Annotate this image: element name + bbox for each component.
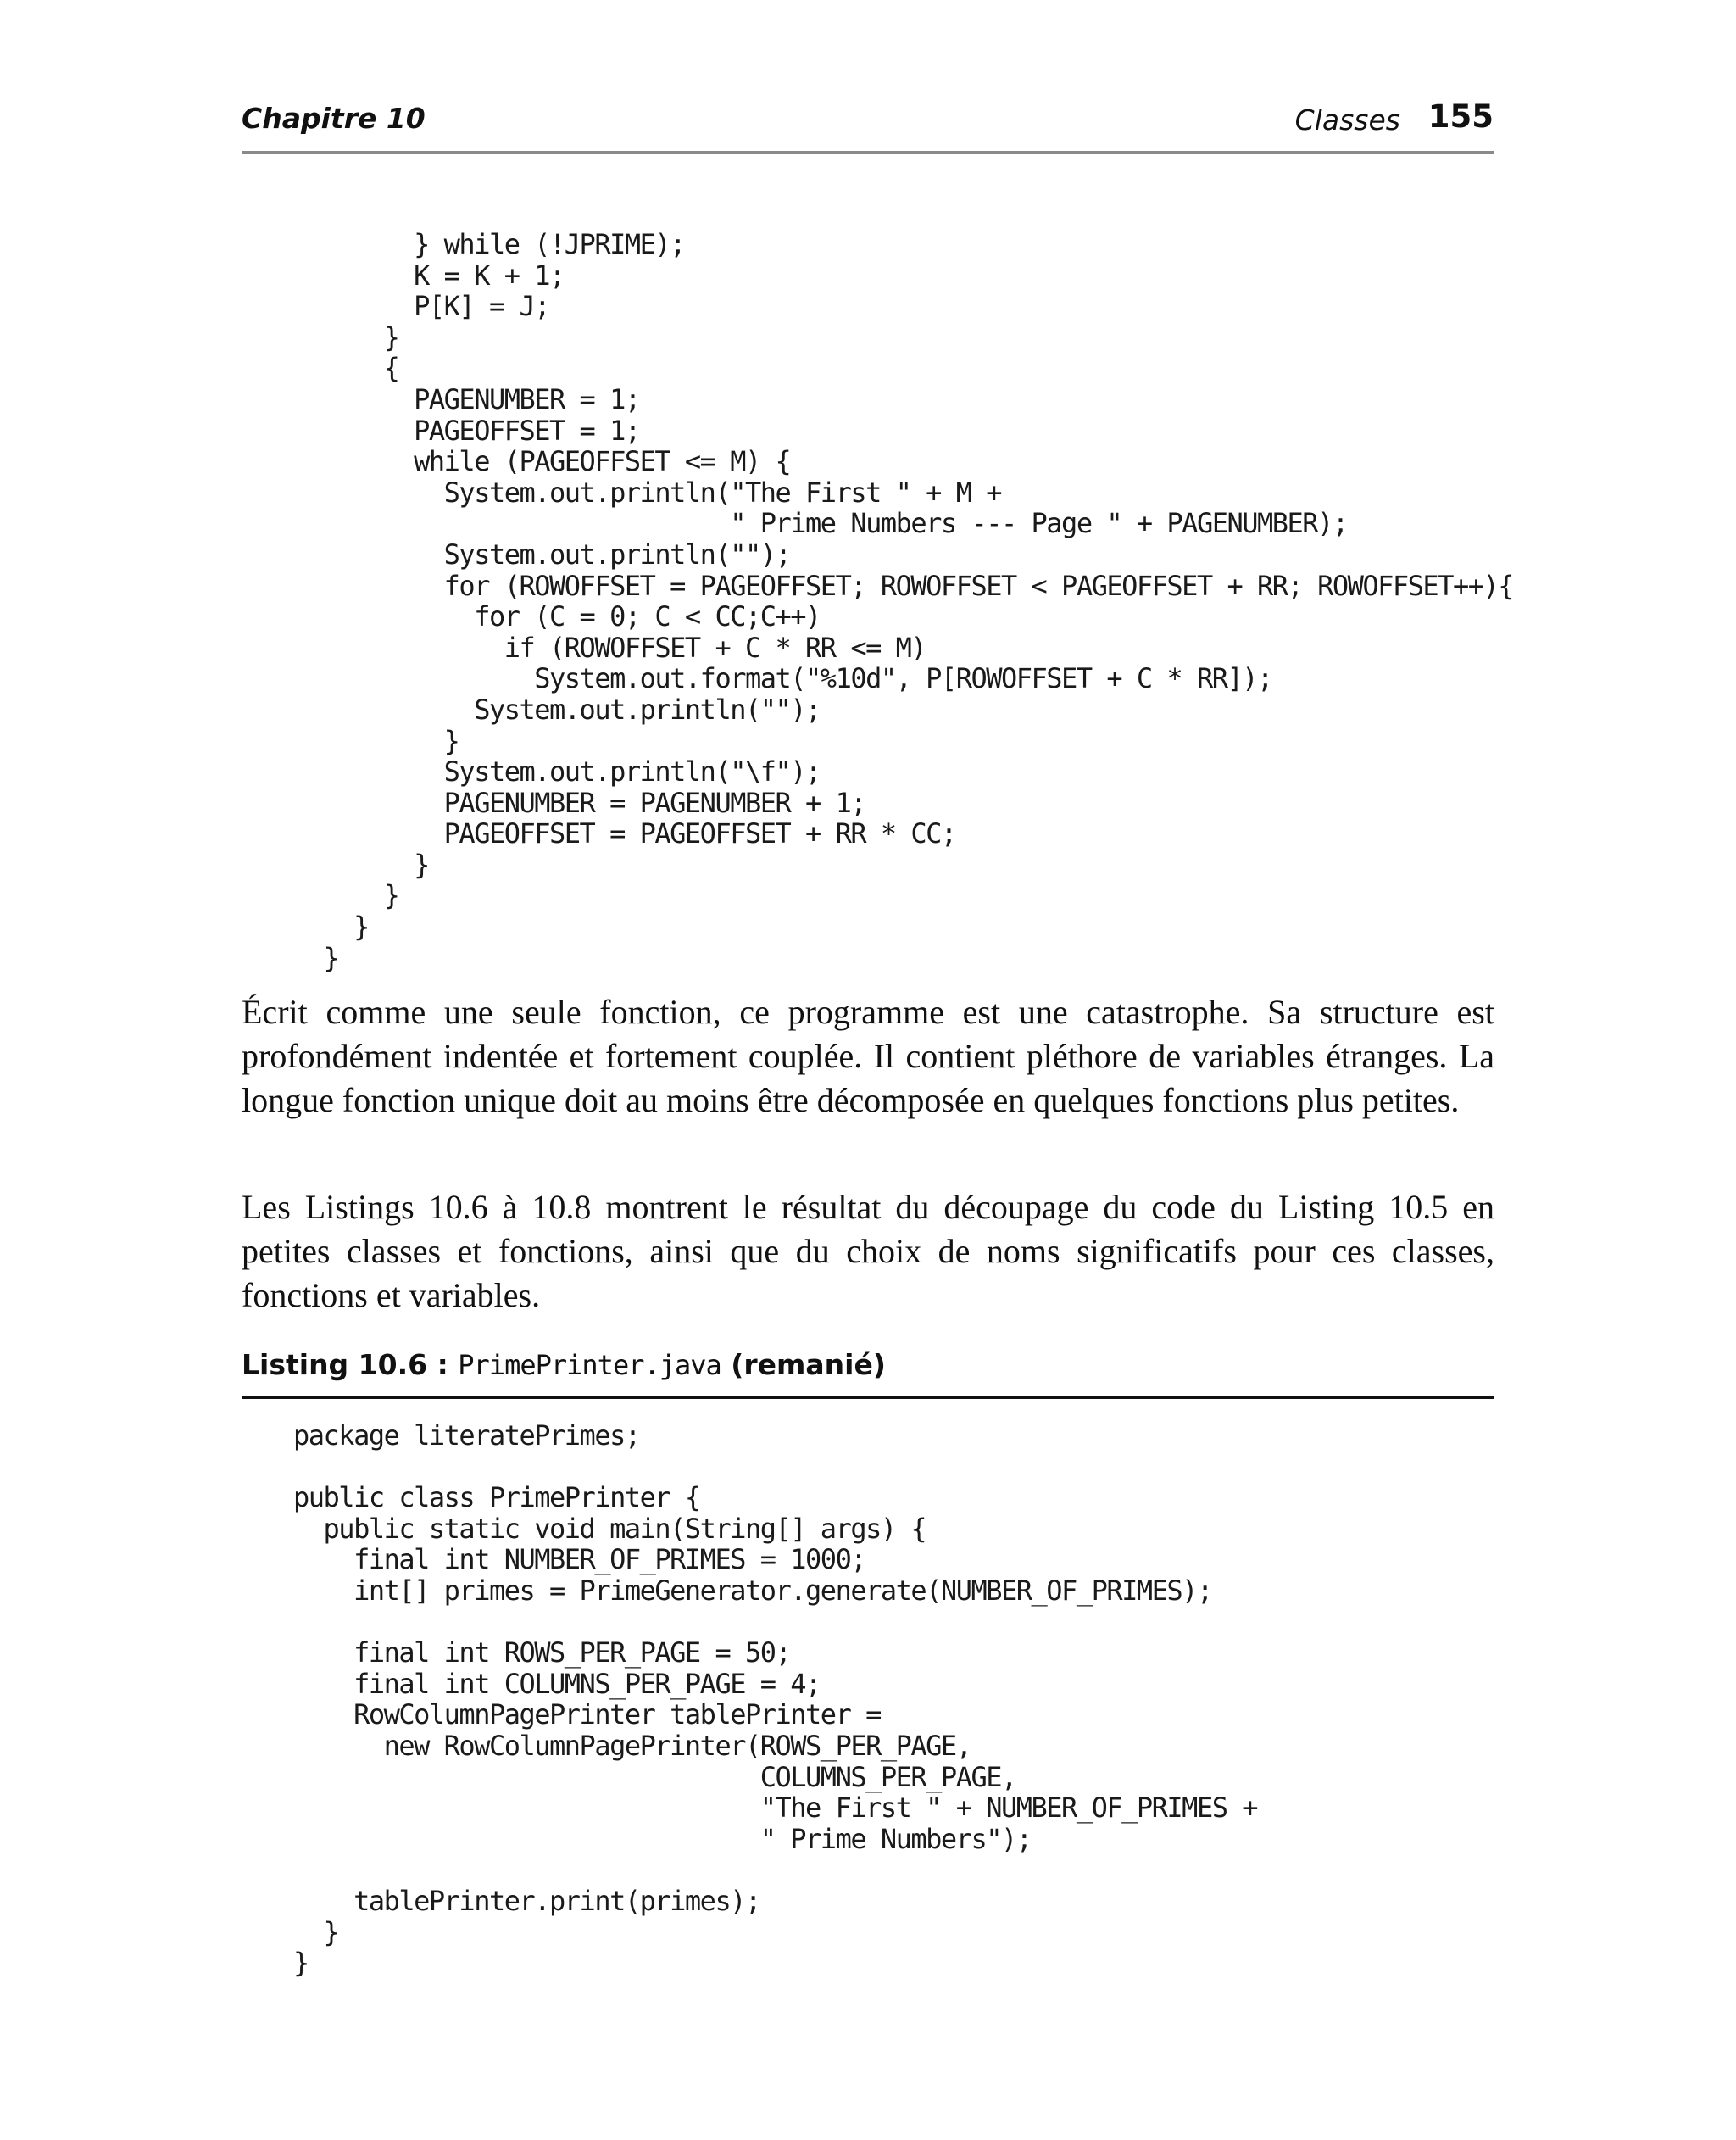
listing-label: Listing 10.6 : [242,1348,459,1381]
listing-suffix: (remanié) [721,1348,886,1381]
code-block-listing: package literatePrimes; public class PrimePrinter { public static void main(String[] args) { final int NUMBER_OF_PRIMES = 1000; int[] primes = PrimeGenerator.generate(NUMBER_OF_PRIMES); final int ROWS_PER_PAGE = 50; final int COLUMNS_PER_PAGE = 4; RowColumnPagePrinter tablePrinter = new RowColumnPagePrinter(ROWS_PER_PAGE, COLUMNS_PER_PAGE, "The First " + NUMBER_OF_PRIMES + " Prime Numbers"); tablePrinter.print(primes); } } [293,1419,1257,1980]
body-paragraph: Les Listings 10.6 à 10.8 montrent le résultat du découpage du code du Listing 10.5 en petites classes et fonctions, ainsi que du choix de noms significatifs pour ces classes, fonctions et variables. [242,1188,1494,1314]
page-number: 155 [1427,98,1494,135]
code-block-continued: } while (!JPRIME); K = K + 1; P[K] = J; } { PAGENUMBER = 1; PAGEOFFSET = 1; while (PAGEOFFSET <= M) { System.out.println("The First " + M + " Prime Numbers --- Page " + PAGENUMBER); System.out.println(""); for (ROWOFFSET = PAGEOFFSET; ROWOFFSET < PAGEOFFSET + RR; ROWOFFSET++){ for (C = 0; C < CC;C++) if (ROWOFFSET + C * RR <= M) System.out.format("%10d", P[ROWOFFSET + C * RR]); System.out.println(""); } System.out.println("\f"); PAGENUMBER = PAGENUMBER + 1; PAGEOFFSET = PAGEOFFSET + RR * CC; } } } } [323,228,1514,974]
body-paragraph: Écrit comme une seule fonction, ce programme est une catastrophe. Sa structure est profondément indentée et fortement couplée. Il contient pléthore de variables étranges. La longue fonction unique doit au moins être décomposée en quelques fonctions plus petites. [242,993,1494,1119]
chapter-label: Chapitre 10 [242,102,426,135]
page-header [242,93,1494,154]
listing-caption [242,1348,1494,1399]
listing-filename: PrimePrinter.java [458,1349,721,1381]
section-label: Classes [1294,103,1400,137]
